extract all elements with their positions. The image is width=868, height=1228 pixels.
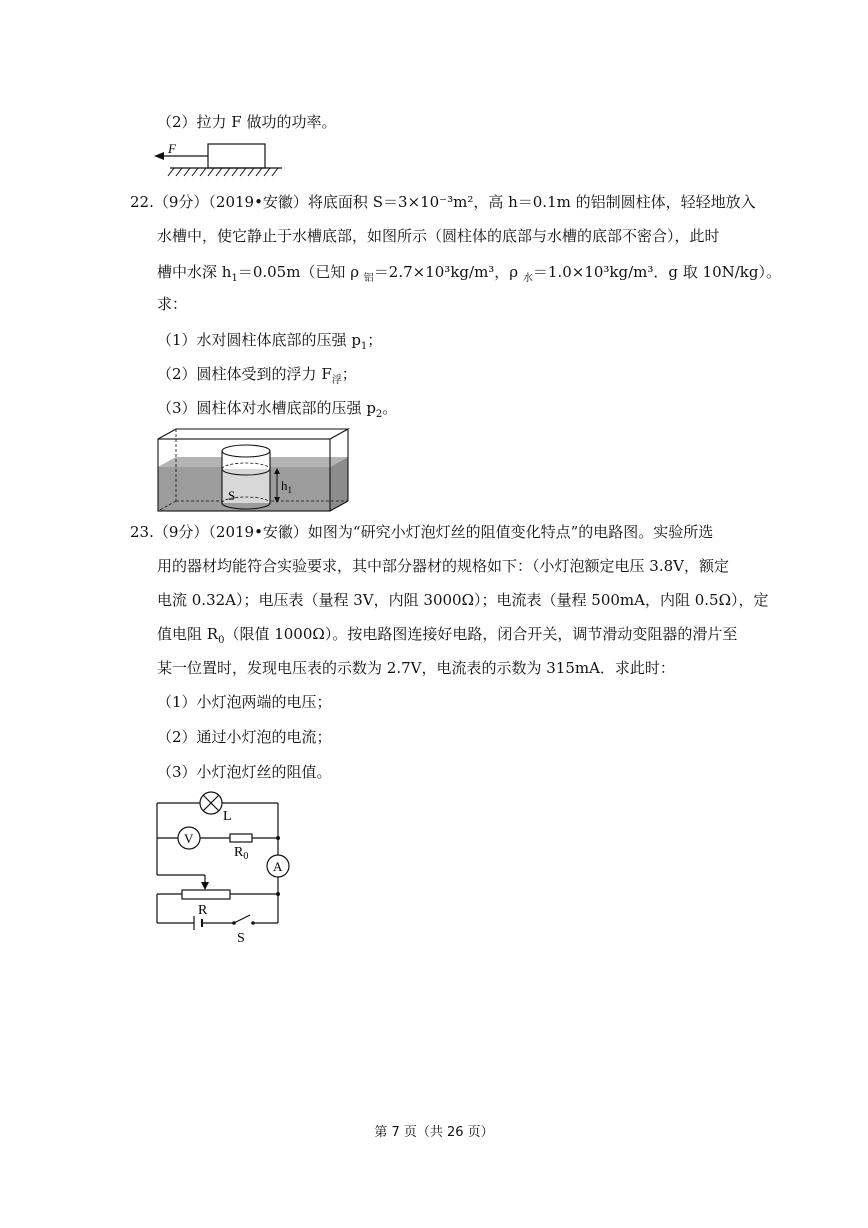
fixed-resistor-label: $R_0$ xyxy=(234,845,249,862)
q23-line2: 用的器材均能符合实验要求，其中部分器材的规格如下：（小灯泡额定电压 3.8V，额定 xyxy=(157,557,729,575)
q22-line3: 槽中水深 $h_1=0.05m$（已知 ρ $_铝$＝2.7×10³kg/m³，ρ $_水$＝1.0×10³kg/m³．g 取 10N/kg）。 xyxy=(157,263,781,284)
q23-circuit-figure xyxy=(150,790,300,950)
junction-dot xyxy=(276,892,280,896)
q22-part3: （3）圆柱体对水槽底部的压强 $p_2$。 xyxy=(157,399,398,420)
rheostat xyxy=(182,890,230,899)
q23-line5: 某一位置时，发现电压表的示数为 2.7V，电流表的示数为 315mA．求此时： xyxy=(157,659,675,677)
q22-tank-figure xyxy=(150,425,355,515)
tank-top-back xyxy=(158,429,348,439)
fixed-resistor xyxy=(230,834,252,842)
force-label: F xyxy=(168,141,176,156)
q23-part1: （1）小灯泡两端的电压； xyxy=(157,693,332,711)
rheostat-slider xyxy=(201,882,209,890)
q22-line4: 求： xyxy=(157,295,188,313)
rheostat-label: R xyxy=(198,903,208,918)
switch-blade xyxy=(234,915,250,923)
q23-line3: 电流 0.32A）；电压表（量程 3V，内阻 3000Ω）；电流表（量程 500mA，内阻 0.5Ω），定 xyxy=(157,591,769,609)
area-label: S xyxy=(228,488,236,503)
q22-part2: （2）圆柱体受到的浮力 $F_浮$； xyxy=(157,365,357,386)
force-arrow-head xyxy=(154,152,164,160)
q23-part3: （3）小灯泡灯丝的阻值。 xyxy=(157,763,332,781)
q22-line1: 22.（9分）（2019•安徽）将底面积 S＝3×10⁻³m²，高 h＝0.1m 的铝制圆柱体，轻轻地放入 xyxy=(130,193,756,211)
junction-dot xyxy=(276,836,280,840)
lamp-label: L xyxy=(223,809,232,824)
cylinder-top xyxy=(222,445,270,457)
q22-line2: 水槽中，使它静止于水槽底部，如图所示（圆柱体的底部与水槽的底部不密合），此时 xyxy=(157,227,720,245)
q22-part1: （1）水对圆柱体底部的压强 $p_1$； xyxy=(157,331,383,352)
q23-part2: （2）通过小灯泡的电流； xyxy=(157,728,332,746)
q23-line4: 值电阻 $R_0$（限值 1000Ω）。按电路图连接好电路，闭合开关，调节滑动变阻器的滑片至 xyxy=(157,625,738,646)
depth-label: $h_1$ xyxy=(281,478,292,495)
ground-hatch xyxy=(168,168,278,176)
page-footer: 第 7 页（共 26 页） xyxy=(374,1125,494,1140)
ammeter-label: A xyxy=(273,859,283,874)
block xyxy=(208,144,265,168)
q21-part2: （2）拉力 F 做功的功率。 xyxy=(157,113,337,131)
switch-label: S xyxy=(237,931,245,946)
q21-figure xyxy=(150,140,290,180)
voltmeter-label: V xyxy=(184,831,194,846)
q23-line1: 23.（9分）（2019•安徽）如图为“研究小灯泡灯丝的阻值变化特点”的电路图。实验所选 xyxy=(130,523,714,541)
